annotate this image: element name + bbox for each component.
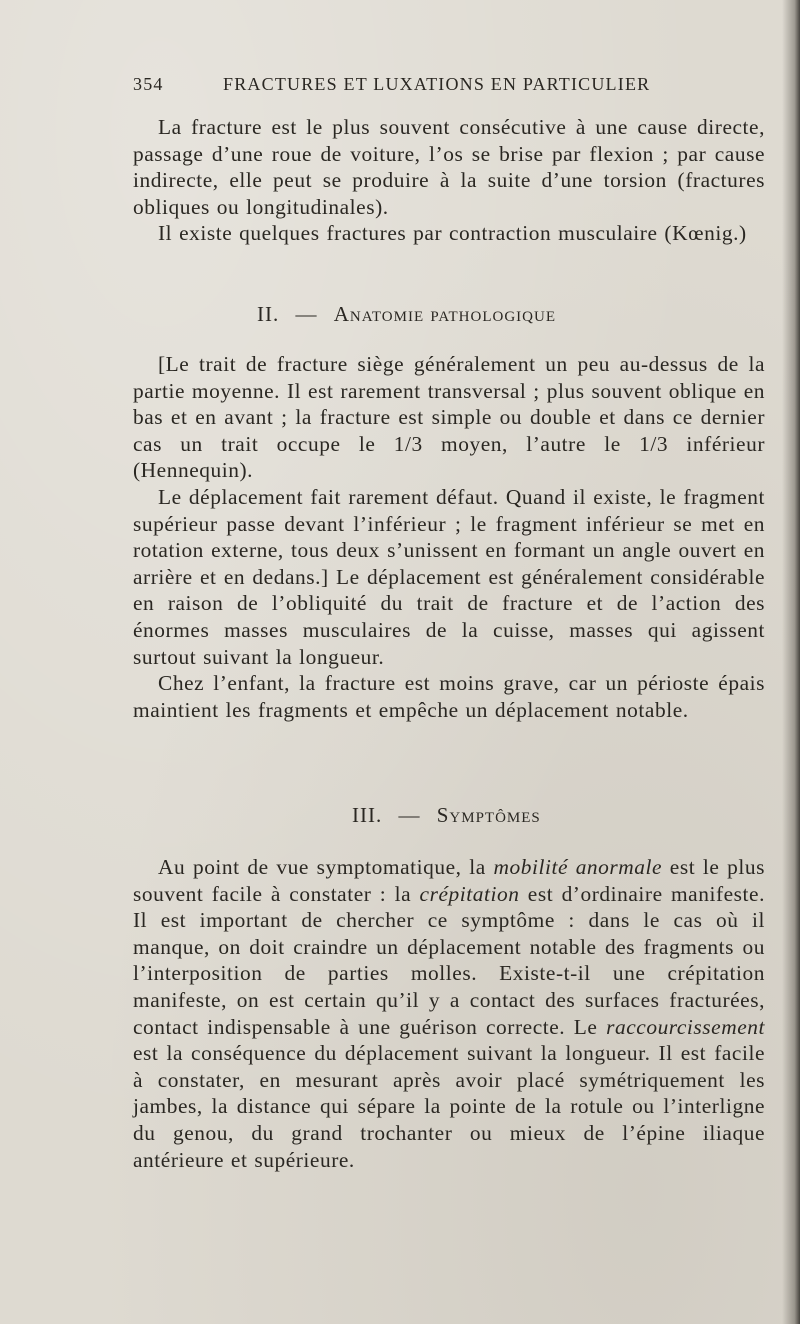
- page-number: 354: [133, 74, 164, 94]
- symptoms-text-d: est la conséquence du déplacement suivant la longueur. Il est facile à constater, en mesurant après avoir placé symétriquement les jambes, la distance qui sépare la pointe de la rotule ou l’interligne du genou, du grand trochanter ou mieux de l’épine iliaque antérieure et supérieure.: [133, 1041, 765, 1172]
- section-2-numeral: II.: [257, 302, 280, 326]
- symptoms-emphasis-crepitation: crépitation: [419, 881, 520, 906]
- section-2-heading: [257, 302, 800, 327]
- section-3-paragraph-1: [133, 854, 765, 1173]
- intro-paragraph-1: La fracture est le plus souvent consécutive à une cause directe, passage d’une roue de voiture, l’os se brise par flexion ; par cause indirecte, elle peut se produire à la suite d’une torsion (fractures obliques ou longitudinales).: [133, 115, 765, 219]
- symptoms-text-c: est d’ordinaire manifeste. Il est important de chercher ce symptôme : dans le cas où il manque, on doit craindre un déplacement notable des fragments ou l’interposition de parties molles. Existe-t-il une crépitation manifeste, on est certain qu’il y a contact des surfaces fracturées, contact indispensable à une guérison correcte. Le: [133, 881, 765, 1039]
- symptoms-emphasis-mobility: mobilité anormale: [493, 855, 663, 879]
- section-3-numeral: III.: [352, 803, 383, 827]
- section-2-text: [133, 351, 765, 723]
- section-2-paragraph-3: Chez l’enfant, la fracture est moins grave, car un périoste épais maintient les fragments et empêche un déplacement notable.: [133, 671, 765, 722]
- section-3-heading: [352, 803, 800, 828]
- intro-text: [133, 114, 765, 247]
- section-2-title: Anatomie pathologique: [333, 302, 557, 326]
- section-3-text: [133, 854, 765, 1173]
- section-2-paragraph-2: Le déplacement fait rarement défaut. Quand il existe, le fragment supérieur passe devant l’inférieur ; le fragment inférieur se met en rotation externe, tous deux s’unissent en formant un angle ouvert en arrière et en dedans.] Le déplacement est généralement considérable en raison de l’obliquité du trait de fracture et de l’action des énormes masses musculaires de la cuisse, masses qui agissent surtout suivant la longueur.: [133, 484, 765, 669]
- running-header: [133, 74, 753, 102]
- intro-paragraph-2: Il existe quelques fractures par contraction musculaire (Kœnig.): [158, 221, 747, 246]
- symptoms-text-a: Au point de vue symptomatique, la: [158, 855, 494, 879]
- symptoms-emphasis-shortening: raccourcissement: [606, 1014, 765, 1039]
- section-3-title: Symptômes: [436, 803, 541, 827]
- running-title: FRACTURES ET LUXATIONS EN PARTICULIER: [223, 74, 651, 94]
- section-3-dash: —: [398, 803, 421, 827]
- page-edge-shadow: [782, 0, 800, 1324]
- section-2-paragraph-1: [Le trait de fracture siège généralement un peu au-dessus de la partie moyenne. Il est rarement transversal ; plus souvent oblique en bas et en avant ; la fracture est simple ou double et dans ce dernier cas un trait occupe le 1/3 moyen, l’autre le 1/3 inférieur (Hennequin).: [133, 352, 765, 483]
- symptoms-text-b: est le plus souvent facile à constater : la: [133, 855, 766, 906]
- section-2-dash: —: [295, 302, 318, 326]
